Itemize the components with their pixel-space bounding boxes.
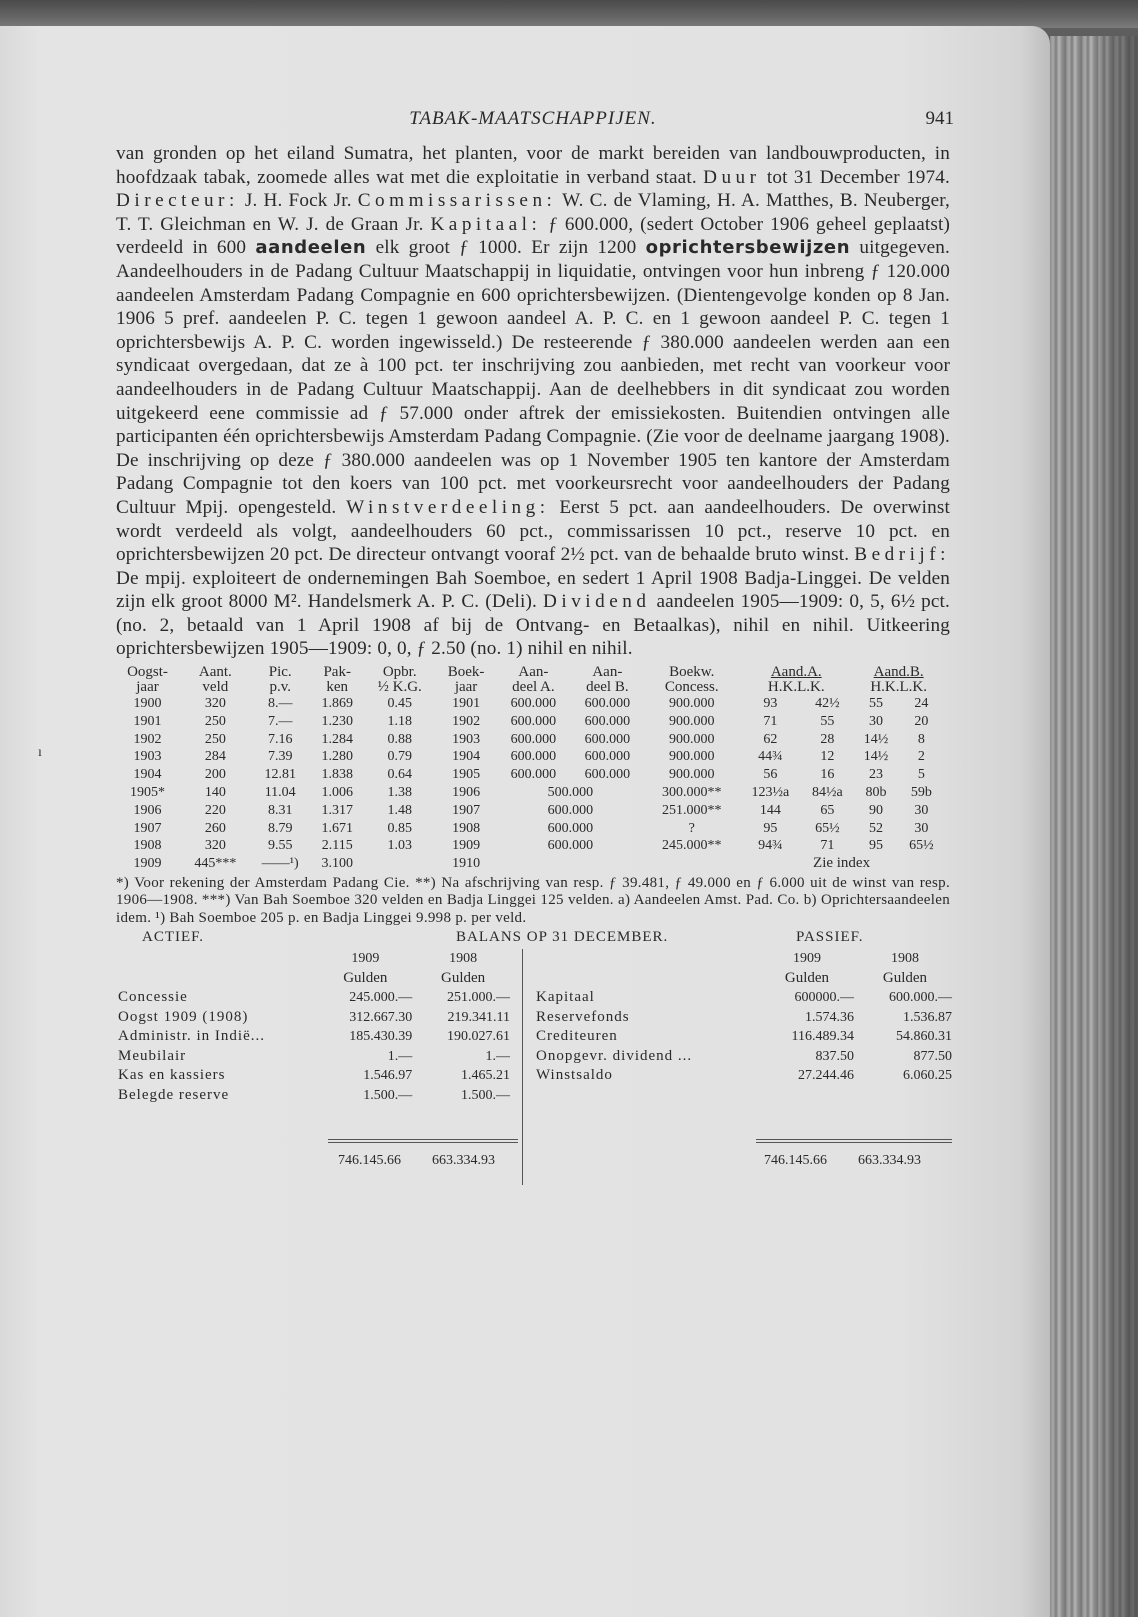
aandeelen-heading: aandeelen: [255, 237, 367, 259]
book-top-edge: [0, 0, 1138, 28]
col-pakken: Pak- ken: [323, 664, 351, 696]
table-row: 1901 250 7.— 1.230 1.18 1902 600.000 600.000 900.000 71 55 30 20: [133, 713, 929, 729]
col-pic: Pic. p.v.: [268, 664, 292, 696]
passiva-total-1909: 746.145.66: [764, 1153, 827, 1169]
col-aandeel-b: Aan- deel B.: [586, 664, 629, 696]
activa-row: Concessie 245.000.— 251.000.—: [118, 989, 510, 1006]
table-row: 1902 250 7.16 1.284 0.88 1903 600.000 600.000 900.000 62 28 14½ 8: [133, 731, 925, 747]
margin-mark: ı: [38, 745, 42, 760]
passiva-heading: PASSIEF.: [796, 929, 864, 946]
balance-divider: [522, 949, 523, 1185]
kapitaal-text-1: ƒ 600.000, (sedert October 1906 geheel geplaatst) verdeeld in 600: [116, 213, 950, 259]
table-row: 1908 320 9.55 2.115 1.03 1909 600.000 245.000** 94¾ 71 95 65½: [133, 838, 934, 854]
table-row: 1907 260 8.79 1.671 0.85 1908 600.000 ? 95 65½ 52 30: [133, 820, 929, 836]
page-content: [116, 108, 954, 1189]
col-oogstjaar: Oogst- jaar: [127, 664, 168, 696]
running-head: [116, 108, 954, 138]
book-spine-shadow: [1100, 36, 1138, 1617]
kapitaal-text-2: elk groot ƒ 1000. Er zijn 1200: [375, 237, 637, 259]
commissarissen-text: W. C. de Vlaming, H. A. Matthes, B. Neuberger, T. T. Gleichman en W. J. de Graan Jr.: [116, 190, 950, 235]
winstverdeeling-label: Winstverdeeling:: [346, 496, 550, 518]
activa-heading: ACTIEF.: [142, 929, 205, 946]
balance-title: BALANS OP 31 DECEMBER.: [456, 929, 669, 946]
passiva-table: 1909 1908 Gulden Gulden Kapitaal 600000.— 600.000.— Reservefonds 1.574.36 1.536.87 Crediteuren 116.489.34 54.860.31 Onopgevr. dividend ... 837.50 877.50 Winstsaldo 27.244.46 6.060.25: [534, 949, 954, 1086]
table-row: 1906 220 8.31 1.317 1.48 1907 600.000 251.000** 144 65 90 30: [133, 802, 929, 818]
passiva-row: Kapitaal 600000.— 600.000.—: [536, 989, 952, 1006]
balance-header: [116, 929, 950, 949]
running-title: TABAK-MAATSCHAPPIJEN.: [409, 108, 657, 129]
col-boekjaar: Boek- jaar: [447, 664, 485, 696]
activa-total-1908: 663.334.93: [432, 1153, 495, 1169]
activa-total-1909: 746.145.66: [338, 1153, 401, 1169]
col-aandeel-a: Aan- deel A.: [512, 664, 555, 696]
duur-text: tot 31 December 1974.: [766, 166, 950, 188]
table-row: 1905* 140 11.04 1.006 1.38 1906 500.000 300.000** 123½a 84½a 80b 59b: [129, 785, 932, 801]
page-number: 941: [925, 108, 954, 129]
kapitaal-label: Kapitaal:: [430, 213, 542, 235]
company-description: [116, 142, 950, 661]
table-row: 1900 320 8.— 1.869 0.45 1901 600.000 600.000 900.000 93 42½ 55 24: [133, 696, 929, 712]
dividend-label: Dividend: [543, 591, 651, 613]
passiva-total-1908: 663.334.93: [858, 1153, 921, 1169]
activa-row: Administr. in Indië... 185.430.39 190.027.61: [118, 1028, 510, 1045]
bedrijf-text: De mpij. exploiteert de ondernemingen Bah Soemboe, en sedert 1 April 1908 Badja-Linggei. De velden zijn elk groot 8000 M². Handelsmerk A. P. C. (Deli).: [116, 567, 950, 613]
passiva-row: Onopgevr. dividend ... 837.50 877.50: [536, 1047, 952, 1064]
activa-row: Belegde reserve 1.500.— 1.500.—: [118, 1086, 510, 1103]
passiva-row: Reservefonds 1.574.36 1.536.87: [536, 1008, 952, 1025]
table-header-row: [114, 665, 944, 695]
duur-label: Duur: [703, 166, 761, 188]
col-boekwaarde: Boekw. Concess.: [664, 664, 719, 696]
table-row: 1903 284 7.39 1.280 0.79 1904 600.000 600.000 900.000 44¾ 12 14½ 2: [133, 749, 925, 765]
bedrijf-label: Bedrijf:: [854, 544, 950, 566]
directeur-label: Directeur:: [116, 190, 239, 212]
zie-index-note: Zie index: [813, 855, 871, 872]
table-row: 1909 445*** ——¹) 3.100 1910 Zie index: [114, 855, 944, 873]
col-aand-b-koers: Aand.B. H.K.L.K.: [870, 664, 927, 696]
activa-table: 1909 1908 Gulden Gulden Concessie 245.000.— 251.000.— Oogst 1909 (1908) 312.667.30 219.341.11 Administr. in Indië... 185.430.39 190.027.61 Meubilair 1.— 1.— Kas en kassiers 1.546.97 1.465.21 Belegde reserve 1.500.— 1.500.—: [116, 949, 512, 1105]
activa-row: Meubilair 1.— 1.—: [118, 1047, 510, 1064]
col-aantal-veld: Aant. veld: [198, 664, 232, 696]
activa-total-rule: [328, 1139, 518, 1143]
intro-text: van gronden op het eiland Sumatra, het planten, voor de markt bereiden van landbouwproducten, in hoofdzaak tabak, zoomede alles wat met die exploitatie in verband staat.: [116, 143, 950, 188]
harvest-statistics-table: [114, 665, 944, 873]
balance-sheet: [116, 929, 950, 1189]
passiva-row: Winstsaldo 27.244.46 6.060.25: [536, 1067, 952, 1084]
commissarissen-label: Commissarissen:: [357, 190, 557, 212]
passiva-total-rule: [756, 1139, 952, 1143]
col-aand-a-koers: Aand.A. H.K.L.K.: [767, 664, 825, 696]
col-opbrengst: Opbr. ½ K.G.: [377, 664, 422, 696]
dividend-text: aandeelen 1905—1909: 0, 5, 6½ pct. (no. 2, betaald van 1 April 1908 af bij de Ontvang- en Betaalkas), nihil en nihil. Uitkeering oprichtersbewijzen 1905—1909: 0, 0, ƒ 2.50 (no. 1) nihil en nihil.: [116, 591, 950, 660]
winstverdeeling-text: Eerst 5 pct. aan aandeelhouders. De overwinst wordt verdeeld als volgt, aandeelhouders 60 pct., commissarissen 10 pct., reserve 10 pct. en oprichtersbewijzen 20 pct. De directeur ontvangt vooraf 2½ pct. van de behaalde bruto winst.: [116, 496, 950, 566]
directeur-text: J. H. Fock Jr.: [244, 190, 352, 212]
activa-row: Oogst 1909 (1908) 312.667.30 219.341.11: [118, 1008, 510, 1025]
kapitaal-text-3: uitgegeven. Aandeelhouders in de Padang Cultuur Maatschappij in liquidatie, ontvingen voor hun inbreng ƒ 120.000 aandeelen Amsterdam Padang Compagnie en 600 oprichtersbewijzen. (Dientengevolge konden op 8 Jan. 1906 5 pref. aandeelen P. C. tegen 1 gewoon aandeel A. P. C. en 1 gewoon aandeel P. C. tegen 1 oprichtersbewijs A. P. C. worden ingewisseld.) De resteerende ƒ 380.000 aandeelen werden aan een syndicaat overgedaan, dat ze à 100 pct. ter inschrijving zou aanbieden, met recht van voorkeur voor aandeelhouders in de Padang Cultuur Maatschappij. Aan de deelhebbers in dit syndicaat zou worden uitgekeerd eene commissie ad ƒ 57.000 onder aftrek der emissiekosten. Buitendien ontvingen alle participanten één oprichtersbewijs Amsterdam Padang Compagnie. (Zie voor de deelname jaargang 1908). De inschrijving op deze ƒ 380.000 aandeelen was op 1 November 1905 ten kantore der Amsterdam Padang Compagnie tot den koers van 100 pct. met voorkeursrecht voor aandeelhouders der Padang Cultuur Mpij. opengesteld.: [116, 237, 951, 518]
activa-row: Kas en kassiers 1.546.97 1.465.21: [118, 1067, 510, 1084]
table-footnotes: *) Voor rekening der Amsterdam Padang Cie. **) Na afschrijving van resp. ƒ 39.481, ƒ 49.000 en ƒ 6.000 uit de winst van resp. 1906—1908. ***) Van Bah Soemboe 320 velden en Badja Linggei 125 velden. a) Aandeelen Amst. Pad. Co. b) Oprichtersaandeelen idem. ¹) Bah Soemboe 205 p. en Badja Linggei 9.998 p. per veld.: [116, 875, 950, 926]
oprichtersbewijzen-heading: oprichtersbewijzen: [645, 237, 851, 259]
passiva-row: Crediteuren 116.489.34 54.860.31: [536, 1028, 952, 1045]
table-row: 1904 200 12.81 1.838 0.64 1905 600.000 600.000 900.000 56 16 23 5: [133, 767, 925, 783]
